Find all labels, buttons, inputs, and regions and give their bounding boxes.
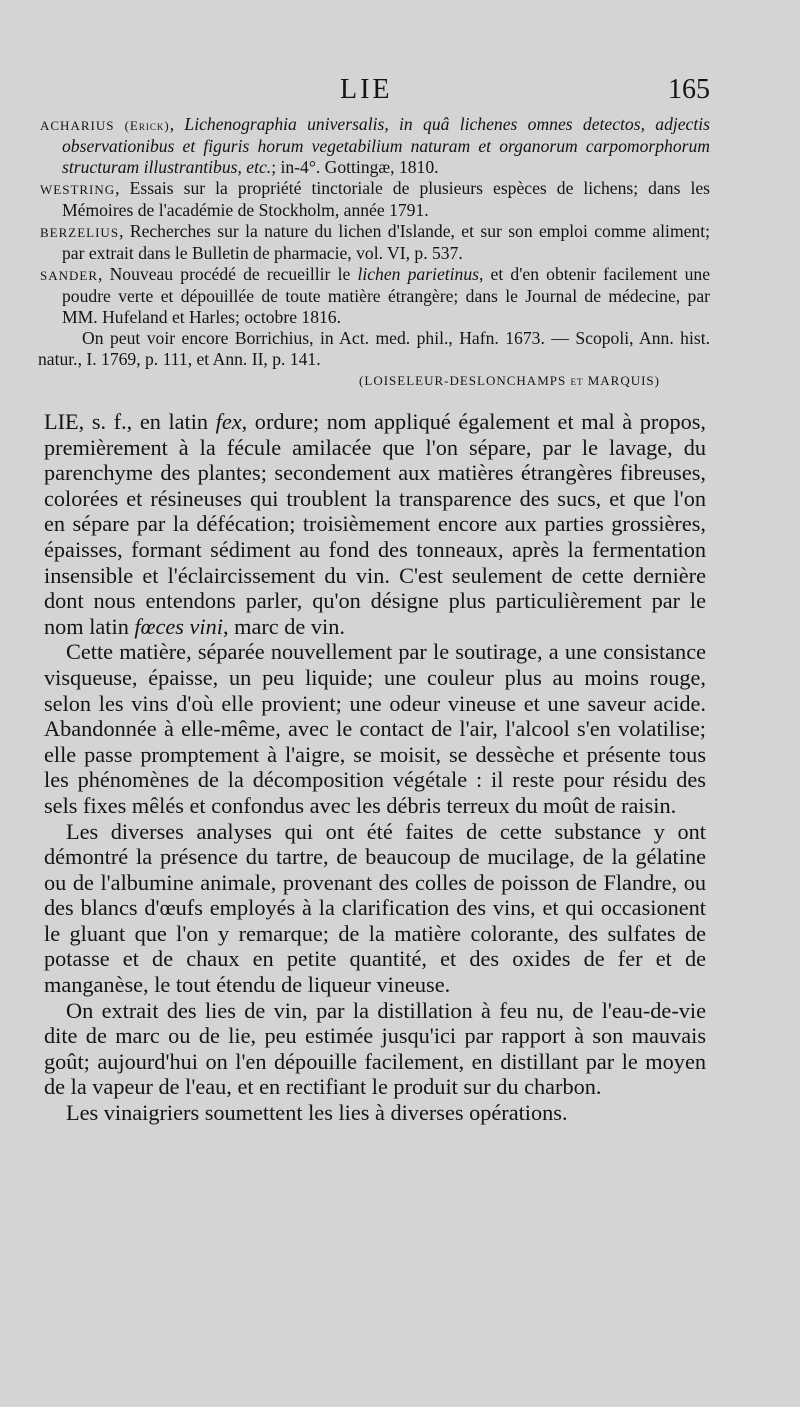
article-body: [44, 409, 706, 1126]
paragraph-text: , marc de vin.: [222, 613, 345, 639]
author-signature: (LOISELEUR-DESLONCHAMPS et MARQUIS): [359, 373, 660, 388]
latin-term: fex: [215, 409, 242, 434]
bib-entry-acharius: ACHARIUS (Erick), Lichenographia universalis, in quâ lichenes omnes detectos, adjectis observationibus et figuris horum vegetabilium naturam et organorum carpomorphorum structuram illustrantibus, etc.; in-4°. Gottingæ, 1810.: [40, 114, 710, 177]
bib-author: BERZELIUS: [40, 225, 120, 240]
bib-details: Essais sur la propriété tinctoriale de plusieurs espèces de lichens; dans les Mémoires de l'académie de Stockholm, année 1791.: [62, 178, 710, 220]
bib-note: On peut voir encore Borrichius, in Act. med. phil., Hafn. 1673. — Scopoli, Ann. hist. natur., I. 1769, p. 111, et Ann. II, p. 141.: [38, 328, 710, 369]
bib-title: lichen parietinus: [357, 264, 479, 284]
bib-title: Lichenographia universalis, in quâ lichenes omnes detectos, adjectis observationibus et figuris horum vegetabilium naturam et organorum carpomorphorum structuram illustrantibus, etc.: [62, 114, 710, 177]
article-paragraph: Les diverses analyses qui ont été faites de cette substance y ont démontré la présence du tartre, de beaucoup de mucilage, de la gélatine ou de l'albumine animale, provenant des colles de poisson de Flandre, ou des blancs d'œufs employés à la clarification des vins, et qui occasionent le gluant que l'on y remarque; de la matière colorante, des sulfates de potasse et de chaux en petite quantité, et des oxides de fer et de manganèse, le tout étendu de liqueur vineuse.: [44, 818, 706, 998]
bibliography-section: [38, 114, 710, 391]
article-paragraph: Cette matière, séparée nouvellement par le soutirage, a une consistance visqueuse, épaisse, un peu liquide; une couleur plus au moins rouge, selon les vins d'où elle provient; une odeur vineuse et une saveur acide. Abandonnée à elle-même, avec le contact de l'air, l'alcool s'en volatilise; elle passe promptement à l'aigre, se moisit, se dessèche et présente tous les phénomènes de la décomposition végétale : il reste pour résidu des sels fixes mêlés et confondus avec les débris terreux du moût de raisin.: [44, 639, 706, 818]
article-paragraph: Les vinaigriers soumettent les lies à diverses opérations.: [66, 1100, 568, 1126]
bib-entry-westring: WESTRING, Essais sur la propriété tinctoriale de plusieurs espèces de lichens; dans les Mémoires de l'académie de Stockholm, année 1791.: [40, 178, 710, 220]
article-paragraph: [44, 409, 706, 639]
bib-entry-sander: SANDER, Nouveau procédé de recueillir le lichen parietinus, et d'en obtenir facilement une poudre verte et dépouillée de toute matière étrangère; dans le Journal de médecine, par MM. Hufeland et Harles; octobre 1816.: [40, 264, 711, 327]
paragraph-text: , ordure; nom appliqué également et mal à propos, premièrement à la fécule amilacée que l'on sépare, par le lavage, du parenchyme des plantes; secondement aux matières étrangères fibreuses, colorées et résineuses qui troublent la transparence des sucs, et que l'on en sépare par la défécation; troisièmement encore aux parties grossières, épaisses, formant sédiment au fond des tonneaux, après la fermentation insensible et l'éclaircissement du vin. C'est seulement de cette dernière dont nous entendons parler, qu'on désigne plus particulièrement par le nom latin: [44, 409, 706, 639]
bib-details: ; in-4°. Gottingæ, 1810.: [271, 157, 439, 177]
latin-term: fœces vini: [134, 613, 223, 639]
paragraph-text: , s. f., en latin: [78, 409, 216, 434]
bib-author: WESTRING: [40, 182, 116, 197]
running-head: LIE: [340, 74, 393, 105]
bib-details: Recherches sur la nature du lichen d'Islande, et sur son emploi comme aliment; par extrait dans le Bulletin de pharmacie, vol. VI, p. 537.: [62, 221, 711, 263]
bib-entry-berzelius: BERZELIUS, Recherches sur la nature du lichen d'Islande, et sur son emploi comme aliment; par extrait dans le Bulletin de pharmacie, vol. VI, p. 537.: [40, 221, 711, 263]
page-number: 165: [668, 74, 710, 105]
page-header: [40, 74, 710, 108]
bib-author: SANDER: [40, 268, 99, 283]
article-paragraph: On extrait des lies de vin, par la distillation à feu nu, de l'eau-de-vie dite de marc ou de lie, peu estimée jusqu'ici par rapport à son mauvais goût; aujourd'hui on l'en dépouille facilement, en distillant par le moyen de la vapeur de l'eau, et en rectifiant le produit sur du charbon.: [44, 997, 706, 1100]
bib-details-pre: Nouveau procédé de recueillir le: [109, 264, 358, 284]
article-headword: LIE: [44, 409, 79, 434]
bib-author: ACHARIUS (Erick): [40, 118, 170, 133]
bib-details: , et d'en obtenir facilement une poudre verte et dépouillée de toute matière étrangère; dans le Journal de médecine, par MM. Hufeland et Harles; octobre 1816.: [62, 264, 711, 327]
